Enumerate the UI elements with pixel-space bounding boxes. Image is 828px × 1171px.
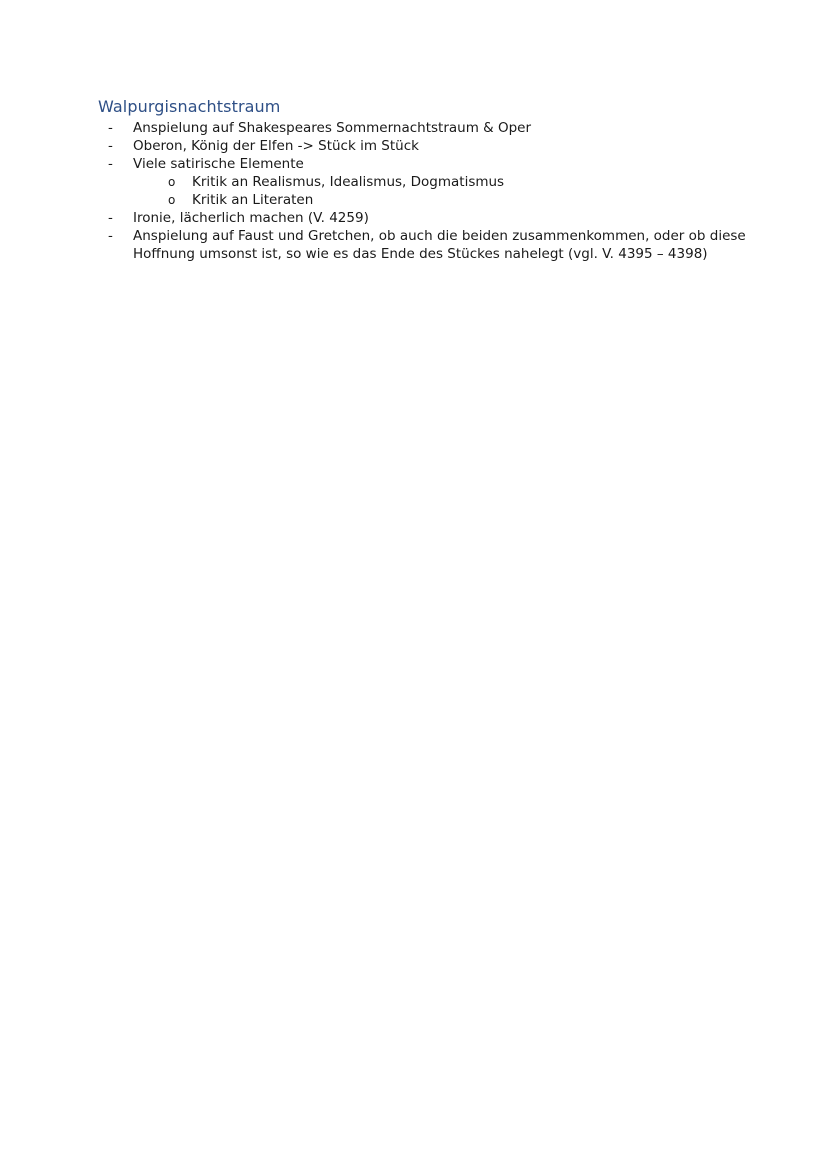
sub-list-item-text: Kritik an Realismus, Idealismus, Dogmatismus xyxy=(192,174,505,190)
list-item-text: Oberon, König der Elfen -> Stück im Stück xyxy=(133,138,419,154)
sub-list-item-text: Kritik an Literaten xyxy=(192,192,314,208)
list-item xyxy=(0,119,828,137)
dash-bullet: - xyxy=(108,120,113,136)
list-item-text: Anspielung auf Shakespeares Sommernachtstraum & Oper xyxy=(133,120,532,136)
list-item xyxy=(0,209,828,227)
list-item-text: Hoffnung umsonst ist, so wie es das Ende des Stückes nahelegt (vgl. V. 4395 – 4398) xyxy=(133,246,708,262)
sub-list-item xyxy=(0,191,828,209)
list-item xyxy=(0,137,828,155)
circle-bullet: o xyxy=(168,193,176,207)
dash-bullet: - xyxy=(108,228,113,244)
sub-list-item xyxy=(0,173,828,191)
section-heading: Walpurgisnachtstraum xyxy=(98,97,281,116)
bullet-list xyxy=(0,119,828,263)
dash-bullet: - xyxy=(108,138,113,154)
list-item-text: Anspielung auf Faust und Gretchen, ob auch die beiden zusammenkommen, oder ob diese xyxy=(133,228,746,244)
list-item-continuation xyxy=(0,245,828,263)
list-item-text: Ironie, lächerlich machen (V. 4259) xyxy=(133,210,369,226)
dash-bullet: - xyxy=(108,210,113,226)
list-item xyxy=(0,227,828,245)
circle-bullet: o xyxy=(168,175,176,189)
list-item-text: Viele satirische Elemente xyxy=(133,156,304,172)
list-item xyxy=(0,155,828,173)
dash-bullet: - xyxy=(108,156,113,172)
